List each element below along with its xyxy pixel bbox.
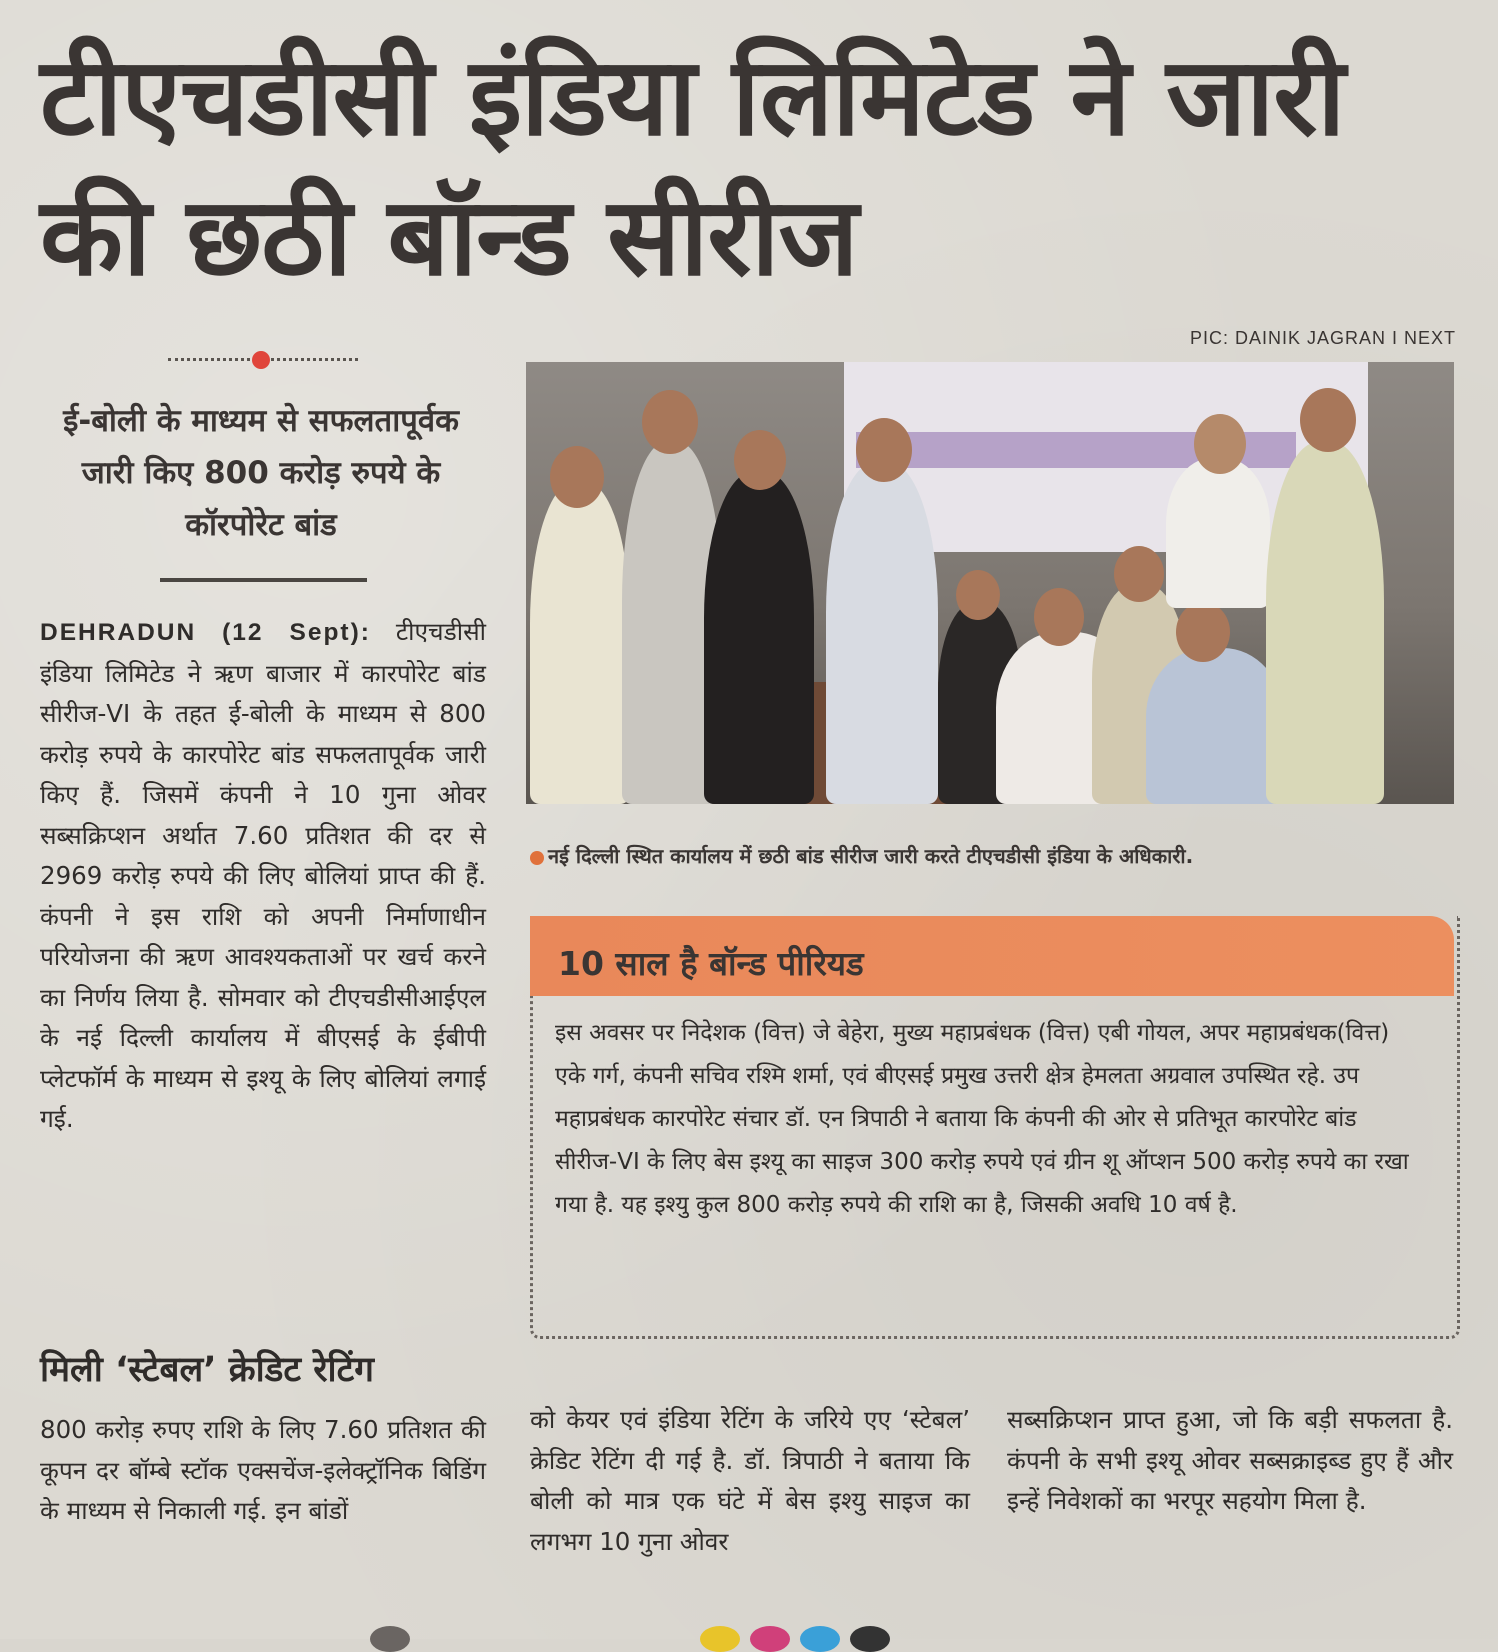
registration-mark	[750, 1626, 790, 1652]
photo-head	[956, 570, 1000, 620]
photo-head	[1176, 602, 1230, 662]
photo-head	[856, 418, 912, 482]
section-text-left: 800 करोड़ रुपए राशि के लिए 7.60 प्रतिशत की कूपन दर बॉम्बे स्टॉक एक्सचेंज-इलेक्ट्रॉनिक बिडिंग के माध्यम से निकाली गई. इन बांडों	[40, 1415, 486, 1525]
photo-caption	[530, 842, 1450, 869]
photo-person	[530, 482, 630, 804]
registration-mark	[850, 1626, 890, 1652]
photo-head	[550, 446, 604, 508]
headline: टीएचडीसी इंडिया लिमिटेड ने जारी की छठी बॉन्ड सीरीज	[40, 35, 1345, 300]
photo-credit: PIC: DAINIK JAGRAN I NEXT	[1189, 328, 1456, 348]
registration-mark	[370, 1626, 410, 1652]
news-photo	[526, 362, 1454, 804]
color-registration-marks	[0, 1626, 1498, 1640]
subheading: ई-बोली के माध्यम से सफलतापूर्वक जारी किए 800 करोड़ रुपये के कॉरपोरेट बांड	[63, 403, 459, 543]
section-text-right: सब्सक्रिप्शन प्राप्त हुआ, जो कि बड़ी सफलता है. कंपनी के सभी इश्यू ओवर सब्सक्राइब्ड हुए हैं और इन्हें निवेशकों का भरपूर सहयोग मिला है.	[1007, 1405, 1453, 1515]
photo-head	[1114, 546, 1164, 602]
photo-person	[1146, 648, 1284, 804]
caption-bullet	[530, 851, 544, 865]
red-dot-ornament	[252, 351, 270, 369]
photo-person	[704, 472, 814, 804]
article-lead-column	[40, 612, 486, 1140]
photo-person	[1266, 442, 1384, 804]
info-box-text: इस अवसर पर निदेशक (वित्त) जे बेहेरा, मुख्य महाप्रबंधक (वित्त) एबी गोयल, अपर महाप्रबंधक(वित्त) एके गर्ग, कंपनी सचिव रश्मि शर्मा, एवं बीएसई प्रमुख उत्तरी क्षेत्र हेमलता अग्रवाल उपस्थित रहे. उप महाप्रबंधक कारपोरेट संचार डॉ. एन त्रिपाठी ने बताया कि कंपनी की ओर से प्रतिभूत कारपोरेट बांड सीरीज-VI के लिए बेस इश्यू का साइज 300 करोड़ रुपये एवं ग्रीन शू ऑप्शन 500 करोड़ रुपये का रखा गया है. यह इश्यु कुल 800 करोड़ रुपये की राशि का है, जिसकी अवधि 10 वर्ष है.	[555, 1020, 1409, 1218]
photo-head	[1300, 388, 1356, 452]
info-box-title: 10 साल है बॉन्ड पीरियड	[558, 944, 864, 983]
photo-person	[1166, 458, 1270, 608]
subheading-rule	[160, 578, 367, 582]
section-text-middle: को केयर एवं इंडिया रेटिंग के जरिये एए ‘स्टेबल’ क्रेडिट रेटिंग दी गई है. डॉ. त्रिपाठी ने बताया कि बोली को मात्र एक घंटे में बेस इश्यु साइज का लगभग 10 गुना ओवर	[530, 1405, 970, 1556]
photo-caption-text: नई दिल्ली स्थित कार्यालय में छठी बांड सीरीज जारी करते टीएचडीसी इंडिया के अधिकारी.	[548, 844, 1194, 868]
section-heading: मिली ‘स्टेबल’ क्रेडिट रेटिंग	[40, 1350, 374, 1390]
dateline: DEHRADUN (12 Sept):	[40, 619, 371, 646]
photo-head	[1034, 588, 1084, 646]
photo-head	[734, 430, 786, 490]
registration-mark	[800, 1626, 840, 1652]
article-lead: टीएचडीसी इंडिया लिमिटेड ने ऋण बाजार में कारपोरेट बांड सीरीज-VI के तहत ई-बोली के माध्यम से 800 करोड़ रुपये के कारपोरेट बांड सफलतापूर्वक जारी किए हैं. जिसमें कंपनी ने 10 गुना ओवर सब्सक्रिप्शन अर्थात 7.60 प्रतिशत की दर से 2969 करोड़ रुपये की लिए बोलियां प्राप्त की हैं. कंपनी ने इस राशि को अपनी निर्माणाधीन परियोजना की ऋण आवश्यकताओं पर खर्च करने का निर्णय लिया है. सोमवार को टीएचडीसीआईएल के नई दिल्ली कार्यालय में बीएसई के ईबीपी प्लेटफॉर्म के माध्यम से इश्यू के लिए बोलियां लगाई गई.	[40, 617, 486, 1133]
photo-head	[1194, 414, 1246, 474]
registration-mark	[700, 1626, 740, 1652]
photo-head	[642, 390, 698, 454]
photo-person	[826, 462, 938, 804]
